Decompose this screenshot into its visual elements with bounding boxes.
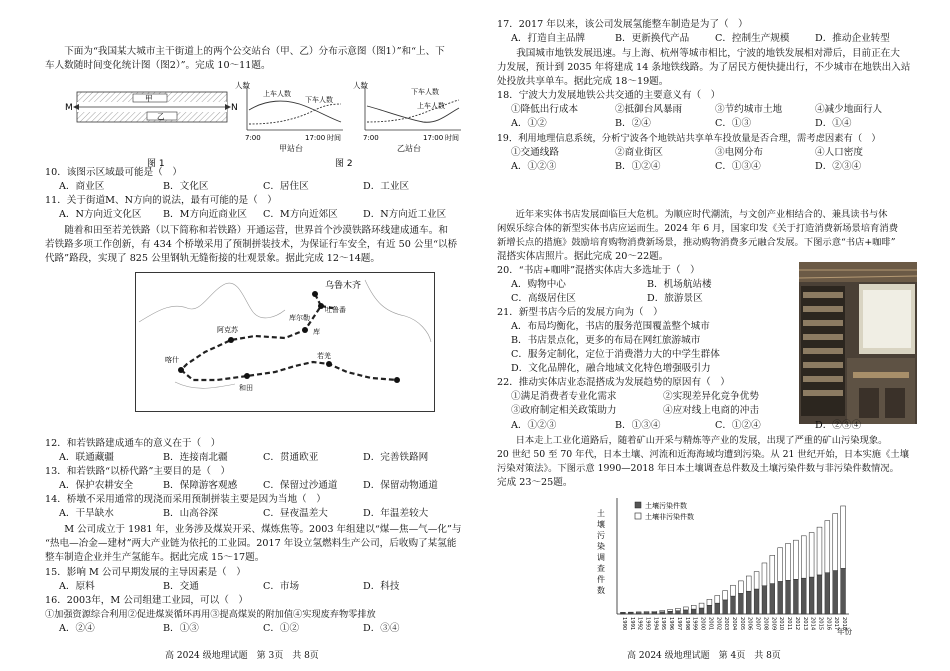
- bar-polluted-2017: [833, 571, 838, 614]
- q12-stem: 12．和若铁路建成通车的意义在于（ ）: [45, 438, 221, 449]
- bar-polluted-2007: [754, 589, 759, 614]
- q17-option-a[interactable]: A．打造自主品牌: [511, 33, 586, 44]
- q21-option-c[interactable]: C．服务定制化，定位于消费潜力大的中学生群体: [511, 349, 720, 360]
- bar-nonpolluted-2018: [841, 506, 846, 568]
- q16-option-a[interactable]: A．②④: [59, 623, 95, 634]
- tick-label-2008: 2008: [762, 617, 769, 631]
- chart-ylabel-char: 调: [597, 553, 605, 562]
- bar-polluted-1995: [660, 612, 665, 614]
- soil-survey-bar-chart: [593, 494, 863, 640]
- q15-option-b[interactable]: B．交通: [163, 581, 199, 592]
- fig2-time-jia: 时间: [327, 134, 341, 142]
- bar-polluted-1996: [668, 611, 673, 614]
- q13-stem: 13．和若铁路“以桥代路”主要目的是（ ）: [45, 466, 231, 477]
- q15-stem: 15．影响 M 公司早期发展的主导因素是（ ）: [45, 567, 246, 578]
- q21-option-d[interactable]: D．文化品牌化，融合地域文化特色增强吸引力: [511, 363, 711, 374]
- q18-statement-4: ④减少地面行人: [815, 104, 883, 115]
- q10-option-c[interactable]: C．居住区: [263, 181, 309, 192]
- q21-option-b[interactable]: B．书店景点化，更多的布局在网红旅游城市: [511, 335, 701, 346]
- bar-nonpolluted-2001: [707, 599, 712, 605]
- q16-statements: ①加强资源综合利用②促进煤炭循环再用③提高煤炭的附加值④实现废弃物零排放: [45, 609, 376, 620]
- q17-options: [497, 32, 917, 46]
- fig2-t1-jia: 7:00: [245, 134, 261, 142]
- q12-option-c[interactable]: C．贯通欧亚: [263, 452, 319, 463]
- left-column: [45, 0, 475, 671]
- tick-label-1992: 1992: [636, 617, 643, 631]
- q18-stem: 18．宁波大力发展地铁公共交通的主要意义有（ ）: [497, 90, 721, 101]
- figure-1-caption: 图 1: [147, 159, 165, 169]
- fig2-t2-jia: 17:00: [305, 134, 326, 142]
- bar-nonpolluted-2007: [754, 572, 759, 589]
- q20-option-c[interactable]: C．高级居住区: [511, 293, 576, 304]
- chart-ylabel-char: 件: [597, 575, 605, 584]
- bar-nonpolluted-2014: [809, 533, 814, 578]
- city-label-ku: 库: [313, 328, 320, 336]
- fig2-up-jia: 上车人数: [263, 90, 291, 98]
- q19-option-d[interactable]: D．②③④: [815, 161, 862, 172]
- bar-nonpolluted-2011: [786, 543, 791, 580]
- tick-label-2013: 2013: [801, 617, 808, 631]
- q10-stem: 10．该图示区域最可能是（ ）: [45, 167, 182, 178]
- intro-20-22-line1: 近年来实体书店发展面临巨大危机。为顺应时代潮流，与文创产业相结合的、兼具读书与休: [515, 209, 888, 220]
- q22-options: [497, 419, 917, 433]
- tick-label-1991: 1991: [628, 617, 635, 631]
- city-dot-east: [394, 377, 400, 383]
- q21-option-a[interactable]: A．布局均衡化，书店的服务范围覆盖整个城市: [511, 321, 710, 332]
- tick-label-2017: 2017: [833, 617, 840, 631]
- q18-options: [497, 117, 917, 131]
- fig1-label-jia: 甲: [145, 94, 153, 103]
- bar-polluted-2012: [793, 579, 798, 614]
- q16-option-b[interactable]: B．①③: [163, 623, 199, 634]
- chart-legend: [635, 501, 694, 521]
- fig2-panel-jia: [235, 80, 343, 153]
- q14-option-b[interactable]: B．山高谷深: [163, 508, 219, 519]
- fig2-t1-yi: 7:00: [363, 134, 379, 142]
- q17-option-d[interactable]: D．推动企业转型: [815, 33, 890, 44]
- q19-statement-4: ④人口密度: [815, 147, 863, 158]
- intro-18-19-line2: 力发展，预计到 2035 年将建成 14 条地铁线路。为了居民方便快捷出行，不少城市在地铁出入站: [497, 62, 911, 73]
- city-label-hotan: 和田: [239, 384, 253, 392]
- q22-statements-row2: [497, 404, 797, 418]
- fig2-t2-yi: 17:00: [423, 134, 444, 142]
- chart-ylabel-char: 数: [597, 586, 605, 595]
- bar-polluted-2010: [778, 581, 783, 614]
- q17-stem: 17．2017 年以来，该公司发展氢能整车制造是为了（ ）: [497, 19, 748, 30]
- fig1-label-m: M: [65, 103, 73, 113]
- fig2-ylabel-jia: 人数: [235, 81, 250, 90]
- intro-23-25-line2: 20 世纪 50 至 70 年代，日本土壤、河流和近海海域均遭到污染。从 21 世纪开始，日本实施《土壤: [497, 449, 909, 460]
- q12-option-d[interactable]: D．完善铁路网: [363, 452, 429, 463]
- q19-options: [497, 160, 917, 174]
- tick-label-2001: 2001: [707, 617, 714, 631]
- q19-option-c[interactable]: C．①③④: [715, 161, 761, 172]
- bar-polluted-2013: [801, 578, 806, 614]
- q13-option-b[interactable]: B．保障游客观感: [163, 480, 238, 491]
- bar-polluted-2009: [770, 584, 775, 614]
- q12-option-b[interactable]: B．连接南北疆: [163, 452, 228, 463]
- q20-options-row1: [497, 278, 797, 292]
- city-dot-urumqi: [312, 291, 318, 297]
- bar-nonpolluted-1995: [660, 610, 665, 611]
- bar-nonpolluted-1991: [628, 612, 633, 613]
- q16-option-c[interactable]: C．①②: [263, 623, 300, 634]
- q19-option-a[interactable]: A．①②③: [511, 161, 557, 172]
- q11-stem: 11．关于街道M、N方向的说法，最有可能的是（ ）: [45, 195, 277, 206]
- intro-15-17-line1: M 公司成立于 1981 年，业务涉及煤炭开采、煤炼焦等。2003 年组建以“煤—焦—气—化”与: [64, 524, 462, 535]
- intro-10-11-line2: 车人数随时间变化统计图（图2）”。完成 10～11题。: [45, 60, 271, 71]
- q14-stem: 14．桥墩不采用通常的现浇而采用预制拼装主要是因为当地（ ）: [45, 494, 326, 505]
- q10-option-a[interactable]: A．商业区: [59, 181, 105, 192]
- page-footer-right: 高 2024 级地理试题 第 4页 共 8页: [627, 651, 781, 661]
- tick-label-1995: 1995: [660, 617, 667, 631]
- q22-statements-row1: [497, 390, 797, 404]
- city-label-turpan: 吐鲁番: [325, 306, 346, 314]
- city-dot-hotan: [244, 373, 250, 379]
- q20-stem: 20．“书店+咖啡”混搭实体店大多选址于（ ）: [497, 265, 700, 276]
- q15-option-c[interactable]: C．市场: [263, 581, 300, 592]
- tick-label-2005: 2005: [738, 617, 745, 631]
- bar-polluted-2004: [731, 596, 736, 614]
- bar-polluted-2002: [715, 603, 720, 614]
- q14-options: [45, 507, 475, 521]
- bar-polluted-2005: [738, 593, 743, 614]
- q22-option-d[interactable]: D．②③④: [815, 420, 862, 431]
- bar-nonpolluted-2002: [715, 596, 720, 604]
- q19-statement-1: ①交通线路: [511, 147, 559, 158]
- city-dot-turpan: [318, 303, 324, 309]
- tick-label-2015: 2015: [817, 617, 824, 631]
- legend-label-nonpolluted: 土壤非污染件数: [645, 513, 694, 521]
- q12-option-a[interactable]: A．联通藏疆: [59, 452, 114, 463]
- chart-ylabel: [597, 508, 605, 595]
- q11-options: [45, 208, 475, 222]
- q10-option-d[interactable]: D．工业区: [363, 181, 410, 192]
- fig2-down-jia: 下车人数: [305, 96, 333, 104]
- fig2-up-yi: 上车人数: [417, 102, 445, 110]
- chart-ylabel-char: 壤: [597, 520, 605, 529]
- intro-12-14-line1: 随着和田至若羌铁路（以下简称和若铁路）开通运营，世界首个沙漠铁路环线建成通车。和: [64, 225, 448, 236]
- bar-nonpolluted-2006: [746, 576, 751, 591]
- bar-nonpolluted-2004: [731, 585, 736, 596]
- q11-option-c[interactable]: C．M方向近郊区: [263, 209, 338, 220]
- bar-nonpolluted-2016: [825, 521, 830, 573]
- q20-option-a[interactable]: A．购物中心: [511, 279, 566, 290]
- intro-15-17-line2: “热电—冶金—建材”两大产业链为依托的工业园。2017 年设立氢燃料生产公司，后收购了某氢能: [45, 538, 457, 549]
- intro-18-19-line1: 我国城市地铁发展迅速。与上海、杭州等城市相比，宁波的地铁发展相对滞后，目前正在大: [516, 48, 900, 59]
- fig2-panel-yi: [353, 80, 461, 153]
- bar-nonpolluted-2000: [699, 603, 704, 608]
- bar-nonpolluted-1992: [636, 612, 641, 613]
- bar-polluted-2014: [809, 577, 814, 614]
- q18-option-d[interactable]: D．①④: [815, 118, 852, 129]
- q18-option-b[interactable]: B．②④: [615, 118, 651, 129]
- bar-polluted-2001: [707, 605, 712, 614]
- chart-ylabel-char: 染: [597, 542, 605, 551]
- city-label-korla: 库尔勒: [289, 314, 310, 322]
- tick-label-2018: 2018: [841, 617, 848, 631]
- q13-option-c[interactable]: C．保留过沙通道: [263, 480, 338, 491]
- q20-option-b[interactable]: B．机场航站楼: [647, 279, 712, 290]
- legend-swatch-nonpolluted: [635, 513, 641, 519]
- tick-label-2003: 2003: [723, 617, 730, 631]
- q13-options: [45, 479, 475, 493]
- fig2-ylabel-yi: 人数: [353, 81, 368, 90]
- figure-1-bus-stops: [65, 80, 238, 170]
- tick-label-2006: 2006: [746, 617, 753, 631]
- tick-label-2009: 2009: [770, 617, 777, 631]
- q19-statements: [497, 146, 917, 160]
- chart-ylabel-char: 查: [597, 564, 605, 573]
- chart-ylabel-char: 土: [597, 509, 605, 518]
- bar-polluted-2011: [786, 580, 791, 614]
- bar-nonpolluted-2012: [793, 540, 798, 579]
- q11-option-d[interactable]: D．N方向近工业区: [363, 209, 447, 220]
- q21-stem: 21．新型书店今后的发展方向为（ ）: [497, 307, 663, 318]
- bar-nonpolluted-1996: [668, 609, 673, 611]
- q18-statement-3: ③节约城市土地: [715, 104, 783, 115]
- tick-label-2004: 2004: [731, 617, 737, 631]
- q22-option-c[interactable]: C．①②④: [715, 420, 761, 431]
- q10-options: [45, 180, 475, 194]
- fig1-label-n: N: [231, 103, 238, 113]
- city-label-urumqi: 乌鲁木齐: [325, 281, 362, 291]
- q18-option-c[interactable]: C．①③: [715, 118, 752, 129]
- tick-label-1998: 1998: [683, 617, 690, 631]
- q22-statement-1: ①满足消费者专业化需求: [511, 391, 617, 402]
- bar-polluted-1997: [676, 611, 681, 614]
- intro-20-22-line4: 混搭实体店照片。据此完成 20～22题。: [497, 251, 669, 262]
- q13-option-d[interactable]: D．保留动物通道: [363, 480, 438, 491]
- figure-2-passenger-chart: [235, 80, 465, 170]
- q16-option-d[interactable]: D．③④: [363, 623, 400, 634]
- q19-statement-2: ②商业街区: [615, 147, 663, 158]
- intro-20-22-line2: 闲娱乐综合体的新型实体书店应运而生。2024 年 6 月，国家印发《关于打造消费新场景培育消费: [497, 223, 899, 234]
- fig2-stop-jia: 甲站台: [279, 144, 303, 153]
- q22-statement-3: ③政府制定相关政策助力: [511, 405, 617, 416]
- bar-nonpolluted-2010: [778, 548, 783, 582]
- city-label-aksu: 阿克苏: [217, 326, 238, 334]
- q14-option-a[interactable]: A．干旱缺水: [59, 508, 114, 519]
- bar-nonpolluted-2005: [738, 581, 743, 593]
- bar-polluted-1999: [691, 609, 696, 614]
- bar-nonpolluted-2015: [817, 527, 822, 575]
- q18-statements: [497, 103, 917, 117]
- q22-option-a[interactable]: A．①②③: [511, 420, 557, 431]
- q14-option-d[interactable]: D．年温差较大: [363, 508, 429, 519]
- bar-polluted-2018: [841, 568, 846, 614]
- intro-15-17-line3: 整车制造企业并生产氢能车。据此完成 15～17题。: [45, 552, 265, 563]
- bar-nonpolluted-1997: [676, 608, 681, 610]
- intro-20-22-line3: 新增长点的措施》鼓励培育购物消费新场景，推动购物消费多元融合发展。下图示意“书店+咖啡”: [497, 237, 896, 248]
- city-label-ruoqiang: 若羌: [317, 352, 331, 360]
- fig2-stop-yi: 乙站台: [397, 144, 421, 153]
- intro-23-25-line4: 完成 23～25题。: [497, 477, 573, 488]
- bar-nonpolluted-2017: [833, 514, 838, 571]
- intro-23-25-line1: 日本走上工业化道路后，随着矿山开采与精炼等产业的发展，出现了严重的矿山污染现象。: [515, 435, 888, 446]
- q22-stem: 22．推动实体店业态混搭成为发展趋势的原因有（ ）: [497, 377, 730, 388]
- tick-label-1996: 1996: [668, 617, 675, 631]
- q12-options: [45, 451, 475, 465]
- tick-label-2011: 2011: [786, 617, 793, 631]
- legend-swatch-polluted: [635, 502, 641, 508]
- legend-label-polluted: 土壤污染件数: [645, 502, 687, 510]
- bar-nonpolluted-1993: [644, 612, 649, 613]
- figure-2-caption: 图 2: [335, 159, 353, 169]
- bar-nonpolluted-1999: [691, 605, 696, 609]
- q22-statement-4: ④应对线上电商的冲击: [663, 405, 759, 416]
- q19-statement-3: ③电网分布: [715, 147, 763, 158]
- intro-18-19-line3: 处投放共享单车。据此完成 18～19题。: [497, 76, 669, 87]
- q11-option-b[interactable]: B．M方向近商业区: [163, 209, 248, 220]
- fig2-time-yi: 时间: [445, 134, 459, 142]
- city-dot-ruoqiang: [326, 361, 332, 367]
- tick-label-2012: 2012: [793, 617, 800, 631]
- bar-nonpolluted-1998: [683, 607, 688, 610]
- tick-label-1997: 1997: [675, 617, 682, 631]
- right-column: [497, 0, 917, 671]
- fig2-down-yi: 下车人数: [411, 88, 439, 96]
- q22-statement-2: ②实现差异化竞争优势: [663, 391, 759, 402]
- q15-option-d[interactable]: D．科技: [363, 581, 400, 592]
- bar-nonpolluted-1994: [652, 611, 657, 612]
- tick-label-2014: 2014: [809, 617, 816, 631]
- intro-23-25-line3: 污染对策法》。下图示意 1990—2018 年日本土壤调查总件数及土壤污染件数与非污染件数情况。: [497, 463, 899, 474]
- bar-polluted-2015: [817, 575, 822, 614]
- page-footer-left: 高 2024 级地理试题 第 3页 共 8页: [165, 651, 319, 661]
- q14-option-c[interactable]: C．昼夜温差大: [263, 508, 328, 519]
- q18-statement-1: ①降低出行成本: [511, 104, 579, 115]
- bookstore-cafe-photo: [799, 262, 917, 424]
- tick-label-2007: 2007: [754, 617, 761, 631]
- bar-polluted-1998: [683, 610, 688, 614]
- q16-options: [45, 622, 475, 636]
- tick-label-2002: 2002: [715, 617, 722, 631]
- chart-ylabel-char: 污: [597, 531, 605, 540]
- bar-polluted-2003: [723, 600, 728, 614]
- chart-x-ticks: [621, 617, 847, 631]
- bar-nonpolluted-2009: [770, 555, 775, 583]
- bar-nonpolluted-2008: [762, 563, 767, 586]
- q15-options: [45, 580, 475, 594]
- q16-stem: 16．2003年，M 公司组建工业园，可以（ ）: [45, 595, 248, 606]
- tick-label-2010: 2010: [778, 617, 785, 631]
- tick-label-1999: 1999: [691, 617, 698, 631]
- bar-nonpolluted-2013: [801, 536, 806, 578]
- bar-polluted-2006: [746, 591, 751, 614]
- tick-label-1990: 1990: [620, 617, 627, 631]
- q11-option-a[interactable]: A．N方向近文化区: [59, 209, 142, 220]
- q17-option-c[interactable]: C．控制生产规模: [715, 33, 790, 44]
- q18-statement-2: ②抵御台风暴雨: [615, 104, 683, 115]
- intro-12-14-line3: 代路”路段，实现了 825 公里钢轨无缝衔接的壮观景象。据此完成 12～14题。: [45, 253, 380, 264]
- bar-nonpolluted-1990: [620, 612, 625, 613]
- q20-options-row2: [497, 292, 797, 306]
- city-dot-kashgar: [178, 367, 184, 373]
- q19-option-b[interactable]: B．①②④: [615, 161, 661, 172]
- q13-option-a[interactable]: A．保护农耕安全: [59, 480, 134, 491]
- q10-option-b[interactable]: B．文化区: [163, 181, 209, 192]
- city-label-kashgar: 喀什: [165, 356, 179, 364]
- q17-option-b[interactable]: B．更新换代产品: [615, 33, 690, 44]
- intro-10-11-line1: 下面为“我国某大城市主干街道上的两个公交站台（甲、乙）分布示意图（图1）”和“上、下: [64, 46, 445, 57]
- q20-option-d[interactable]: D．旅游景区: [647, 293, 703, 304]
- tick-label-1994: 1994: [652, 617, 659, 631]
- q19-stem: 19．利用地理信息系统，分析宁波各个地铁站共享单车投放量是否合理，需考虑因素有（ ）: [497, 133, 881, 144]
- city-dot-aksu: [228, 337, 234, 343]
- xinjiang-railway-map: [135, 272, 435, 412]
- fig1-label-yi: 乙: [157, 112, 165, 121]
- bar-polluted-2000: [699, 608, 704, 614]
- tick-label-1993: 1993: [644, 617, 651, 631]
- bar-nonpolluted-2003: [723, 591, 728, 600]
- q18-option-a[interactable]: A．①②: [511, 118, 547, 129]
- chart-xlabel: 年份: [837, 627, 852, 636]
- intro-12-14-line2: 若铁路多项工作创新，有 434 个桥墩采用了预制拼装技术，为保证行车安全，有近 50 公里“以桥: [45, 239, 458, 250]
- tick-label-2000: 2000: [699, 617, 706, 631]
- bar-polluted-2008: [762, 586, 767, 614]
- city-dot-korla: [302, 327, 308, 333]
- q15-option-a[interactable]: A．原料: [59, 581, 95, 592]
- bar-polluted-2016: [825, 573, 830, 614]
- chart-bars: [620, 506, 845, 614]
- tick-label-2016: 2016: [825, 617, 832, 631]
- q22-option-b[interactable]: B．①③④: [615, 420, 661, 431]
